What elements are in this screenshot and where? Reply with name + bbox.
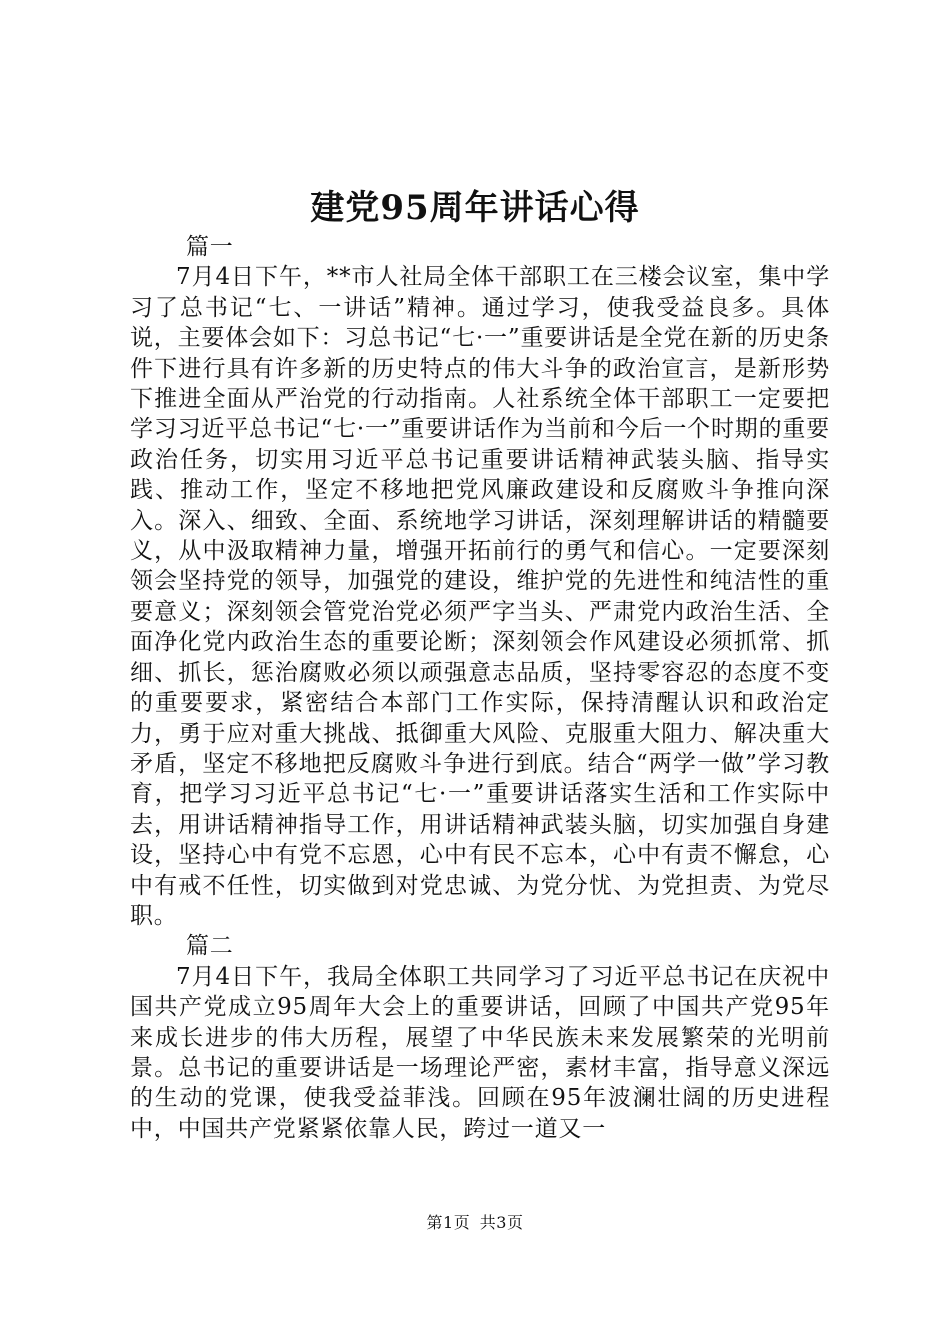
section-label-2: 篇二 bbox=[186, 933, 234, 960]
document-title: 建党95周年讲话心得 bbox=[310, 188, 640, 228]
page-total: 共3页 bbox=[479, 1213, 524, 1232]
section-paragraph-1: 7月4日下午，**市人社局全体干部职工在三楼会议室，集中学习了总书记“七、一讲话”精神。通过学习，使我受益良多。具体说，主要体会如下：习总书记“七·一”重要讲话是全党在新的历史条件下进行具有许多新的历史特点的伟大斗争的政治宣言，是新形势下推进全面从严治党的行动指南。人社系统全体干部职工一定要把学习习近平总书记“七·一”重要讲话作为当前和今后一个时期的重要政治任务，切实用习近平总书记重要讲话精神武装头脑、指导实践、推动工作，坚定不移地把党风廉政建设和反腐败斗争推向深入。深入、细致、全面、系统地学习讲话，深刻理解讲话的精髓要义，从中汲取精神力量，增强开拓前行的勇气和信心。一定要深刻领会坚持党的领导，加强党的建设，维护党的先进性和纯洁性的重要意义；深刻领会管党治党必须严字当头、严肃党内政治生活、全面净化党内政治生态的重要论断；深刻领会作风建设必须抓常、抓细、抓长，惩治腐败必须以顽强意志品质，坚持零容忍的态度不变的重要要求，紧密结合本部门工作实际，保持清醒认识和政治定力，勇于应对重大挑战、抵御重大风险、克服重大阻力、解决重大矛盾，坚定不移地把反腐败斗争进行到底。结合“两学一做”学习教育，把学习习近平总书记“七·一”重要讲话落实生活和工作实际中去，用讲话精神指导工作，用讲话精神武装头脑，切实加强自身建设，坚持心中有党不忘恩，心中有民不忘本，心中有责不懈怠，心中有戒不任性，切实做到对党忠诚、为党分忧、为党担责、为党尽职。 bbox=[130, 264, 830, 929]
section-label-1: 篇一 bbox=[186, 234, 234, 260]
document-body bbox=[130, 232, 830, 1144]
section-paragraph-2: 7月4日下午，我局全体职工共同学习了习近平总书记在庆祝中国共产党成立95周年大会上的重要讲话，回顾了中国共产党95年来成长进步的伟大历程，展望了中华民族未来发展繁荣的光明前景。总书记的重要讲话是一场理论严密，素材丰富，指导意义深远的生动的党课，使我受益菲浅。回顾在95年波澜壮阔的历史进程中，中国共产党紧紧依靠人民，跨过一道又一 bbox=[130, 963, 830, 1142]
page-number: 第1页 bbox=[426, 1213, 471, 1232]
page-footer bbox=[0, 1211, 950, 1235]
